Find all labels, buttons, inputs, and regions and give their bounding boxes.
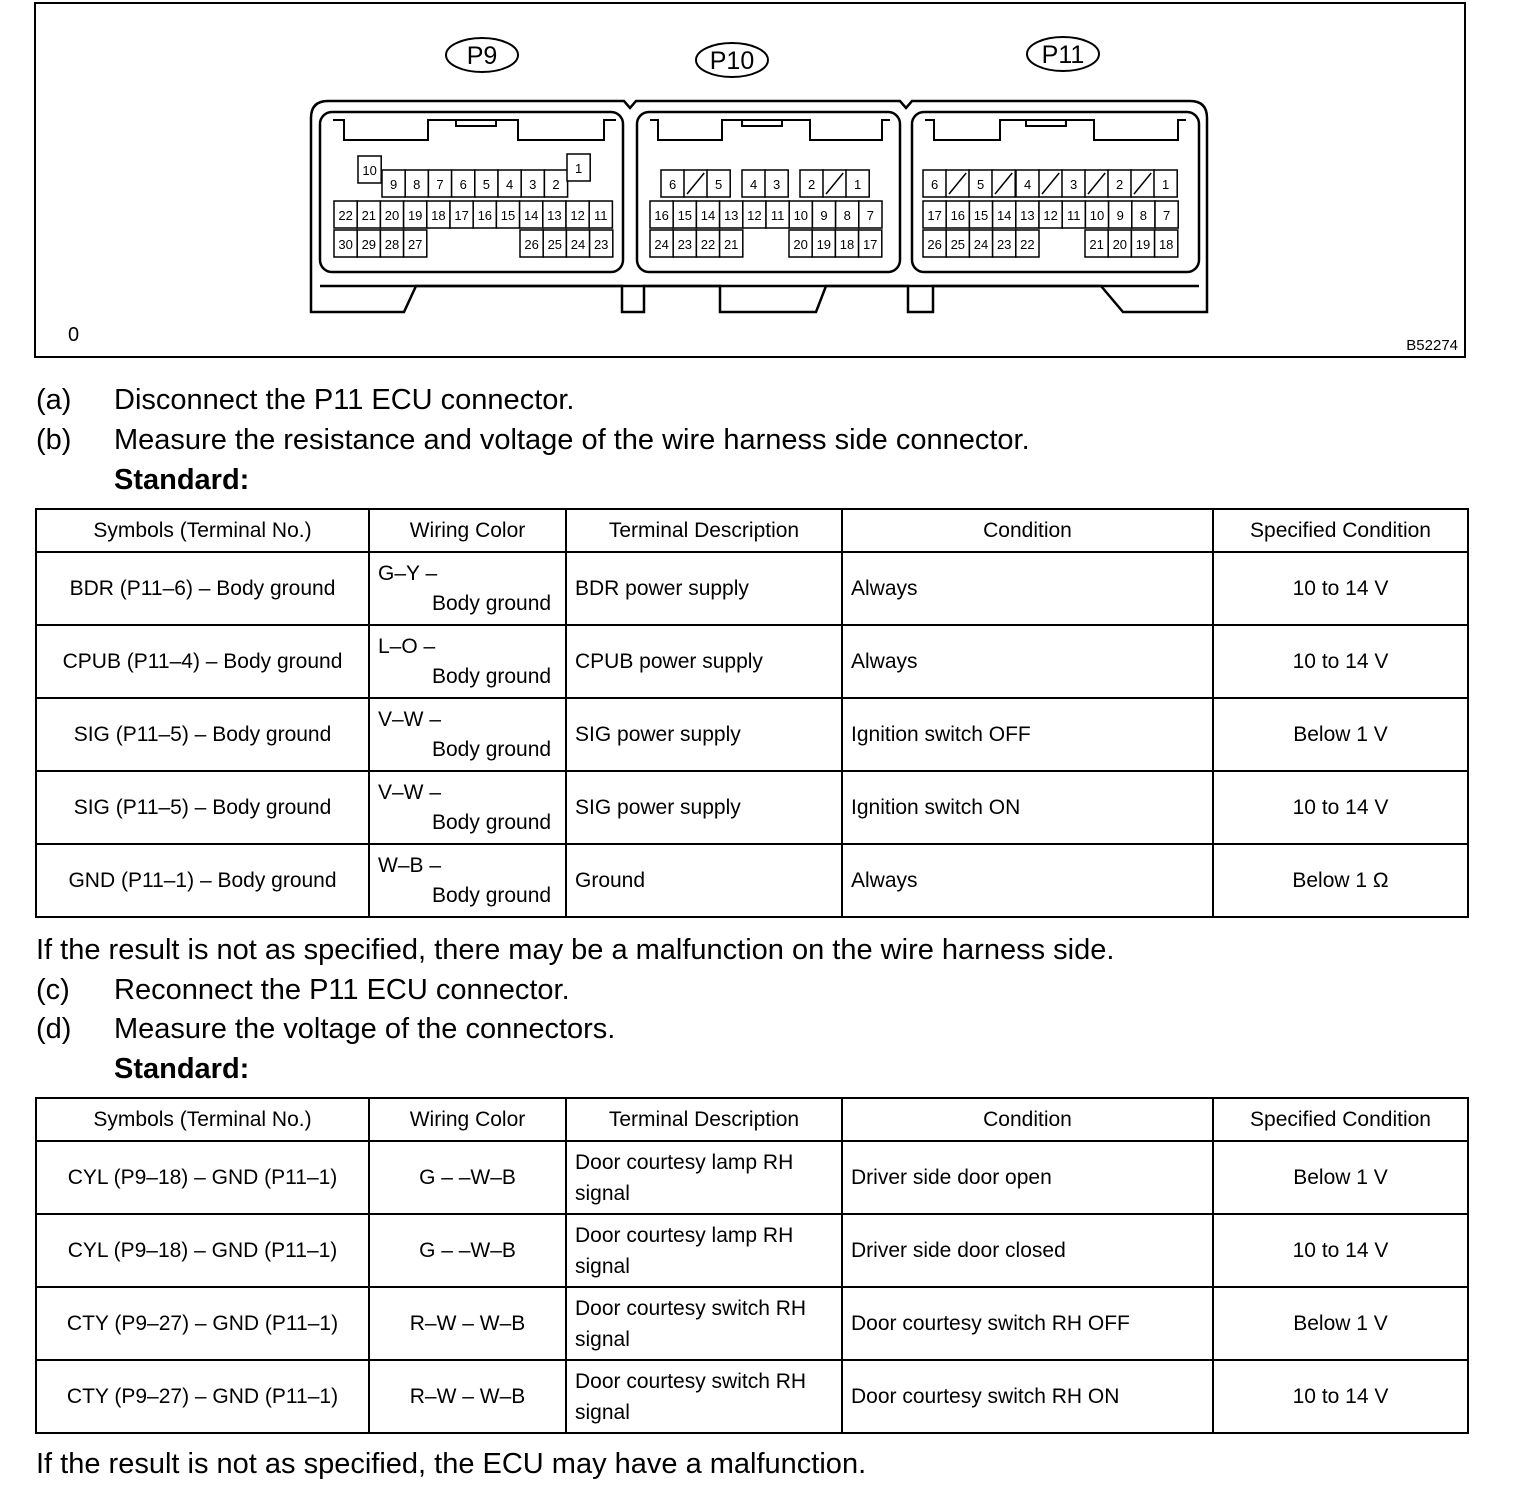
pin-number: 18 bbox=[839, 237, 855, 252]
cell-description: BDR power supply bbox=[566, 552, 842, 625]
cell-condition: Driver side door closed bbox=[842, 1214, 1213, 1287]
step-a-label: (a) bbox=[36, 384, 72, 416]
cell-symbol: CTY (P9–27) – GND (P11–1) bbox=[36, 1360, 369, 1433]
pin-number: 19 bbox=[816, 237, 832, 252]
pin-number: 18 bbox=[431, 208, 446, 223]
pin-number: 1 bbox=[574, 161, 583, 176]
pin-grid bbox=[334, 154, 1178, 257]
pin-number: 19 bbox=[407, 208, 423, 223]
header-symbols: Symbols (Terminal No.) bbox=[36, 1098, 369, 1141]
pin-number: 8 bbox=[843, 208, 851, 223]
pin-number: 8 bbox=[1139, 208, 1148, 223]
pin-number: 25 bbox=[547, 237, 563, 252]
cell-specified: Below 1 V bbox=[1213, 1287, 1468, 1360]
wire-color-part: Body ground bbox=[432, 591, 552, 615]
pin-number: 5 bbox=[714, 177, 723, 192]
pin-number: 23 bbox=[996, 237, 1012, 252]
cell-symbol: SIG (P11–5) – Body ground bbox=[36, 698, 369, 771]
pin-number: 9 bbox=[1116, 208, 1124, 223]
pin-number: 12 bbox=[570, 208, 585, 223]
pin-number: 6 bbox=[668, 177, 677, 192]
cell-specified: Below 1 V bbox=[1213, 1141, 1468, 1214]
connector-label-p11: P11 bbox=[1041, 41, 1085, 69]
cell-wiring-color bbox=[369, 552, 566, 625]
pin-number: 1 bbox=[1161, 177, 1170, 192]
header-specified-condition: Specified Condition bbox=[1213, 1098, 1468, 1141]
pin-number: 26 bbox=[927, 237, 942, 252]
cell-description: Door courtesy lamp RH signal bbox=[566, 1141, 842, 1214]
wire-color-part: Body ground bbox=[432, 737, 552, 761]
pin-number: 28 bbox=[384, 237, 400, 252]
pin-number: 4 bbox=[749, 177, 758, 192]
header-terminal-description: Terminal Description bbox=[566, 509, 842, 552]
pin-number: 1 bbox=[853, 177, 862, 192]
header-wiring-color: Wiring Color bbox=[369, 509, 566, 552]
pin-number: 10 bbox=[1089, 208, 1105, 223]
pin-number: 19 bbox=[1135, 237, 1151, 252]
cell-specified: 10 to 14 V bbox=[1213, 771, 1468, 844]
pin-number: 9 bbox=[389, 177, 398, 192]
pin-number: 17 bbox=[454, 208, 469, 223]
cell-symbol: CYL (P9–18) – GND (P11–1) bbox=[36, 1214, 369, 1287]
pin-number: 24 bbox=[570, 237, 586, 252]
cell-condition: Always bbox=[842, 625, 1213, 698]
step-d-label: (d) bbox=[36, 1013, 72, 1045]
table-row bbox=[36, 844, 1468, 917]
pin-number: 22 bbox=[338, 208, 353, 223]
pin-number: 4 bbox=[1023, 177, 1032, 192]
pin-number: 7 bbox=[866, 208, 875, 223]
cell-description: CPUB power supply bbox=[566, 625, 842, 698]
cell-description: Ground bbox=[566, 844, 842, 917]
pin-number: 15 bbox=[973, 208, 989, 223]
cell-condition: Ignition switch ON bbox=[842, 771, 1213, 844]
pin-number: 14 bbox=[523, 208, 539, 223]
cell-specified: 10 to 14 V bbox=[1213, 552, 1468, 625]
cell-specified: 10 to 14 V bbox=[1213, 625, 1468, 698]
pin-number: 14 bbox=[700, 208, 716, 223]
table-header-row bbox=[36, 509, 1468, 552]
pin-number: 26 bbox=[524, 237, 539, 252]
table-row bbox=[36, 552, 1468, 625]
table-row bbox=[36, 1141, 1468, 1214]
pin-number: 4 bbox=[505, 177, 514, 192]
cell-wiring-color: G – –W–B bbox=[369, 1214, 566, 1287]
header-specified-condition: Specified Condition bbox=[1213, 509, 1468, 552]
standard-label-1: Standard: bbox=[114, 464, 250, 496]
pin-number: 16 bbox=[477, 208, 493, 223]
header-condition: Condition bbox=[842, 509, 1213, 552]
pin-number: 21 bbox=[1089, 237, 1104, 252]
wire-color-part: V–W – bbox=[378, 707, 442, 731]
figure-code: B52274 bbox=[1406, 337, 1458, 354]
pin-number: 21 bbox=[361, 208, 377, 223]
pin-number: 16 bbox=[950, 208, 966, 223]
wire-color-part: Body ground bbox=[432, 883, 552, 907]
pin-number: 13 bbox=[547, 208, 562, 223]
pin-number: 20 bbox=[793, 237, 808, 252]
cell-description: Door courtesy switch RH signal bbox=[566, 1287, 842, 1360]
header-wiring-color: Wiring Color bbox=[369, 1098, 566, 1141]
pin-number: 15 bbox=[677, 208, 693, 223]
pin-number: 7 bbox=[1162, 208, 1171, 223]
pin-number: 24 bbox=[973, 237, 989, 252]
wire-color-part: G–Y – bbox=[378, 561, 438, 585]
wire-color-part: Body ground bbox=[432, 664, 552, 688]
pin-number: 3 bbox=[1069, 177, 1078, 192]
pin-number: 18 bbox=[1158, 237, 1174, 252]
wire-color-part: W–B – bbox=[378, 853, 442, 877]
cell-wiring-color bbox=[369, 771, 566, 844]
cell-wiring-color bbox=[369, 698, 566, 771]
cell-symbol: CYL (P9–18) – GND (P11–1) bbox=[36, 1141, 369, 1214]
pin-number: 23 bbox=[677, 237, 693, 252]
pin-number: 5 bbox=[482, 177, 491, 192]
pin-number: 3 bbox=[529, 177, 537, 192]
pin-number: 2 bbox=[1115, 177, 1124, 192]
pin-number: 6 bbox=[459, 177, 467, 192]
cell-condition: Driver side door open bbox=[842, 1141, 1213, 1214]
wire-color-part: Body ground bbox=[432, 810, 552, 834]
step-a-text: Disconnect the P11 ECU connector. bbox=[114, 384, 575, 416]
pin-number: 17 bbox=[862, 237, 878, 252]
table-row bbox=[36, 625, 1468, 698]
standard-table-1 bbox=[35, 508, 1469, 918]
cell-symbol: CPUB (P11–4) – Body ground bbox=[36, 625, 369, 698]
pin-number: 8 bbox=[413, 177, 421, 192]
cell-condition: Ignition switch OFF bbox=[842, 698, 1213, 771]
table-header-row bbox=[36, 1098, 1468, 1141]
pin-number: 27 bbox=[407, 237, 423, 252]
cell-condition: Always bbox=[842, 552, 1213, 625]
table-row bbox=[36, 1360, 1468, 1433]
pin-number: 20 bbox=[1112, 237, 1128, 252]
pin-number: 24 bbox=[654, 237, 669, 252]
corner-mark: 0 bbox=[68, 324, 80, 346]
cell-symbol: CTY (P9–27) – GND (P11–1) bbox=[36, 1287, 369, 1360]
cell-condition: Door courtesy switch RH ON bbox=[842, 1360, 1213, 1433]
table-row bbox=[36, 1214, 1468, 1287]
cell-condition: Always bbox=[842, 844, 1213, 917]
cell-specified: Below 1 V bbox=[1213, 698, 1468, 771]
pin-number: 6 bbox=[930, 177, 939, 192]
header-symbols: Symbols (Terminal No.) bbox=[36, 509, 369, 552]
pin-number: 22 bbox=[1020, 237, 1035, 252]
cell-wiring-color: G – –W–B bbox=[369, 1141, 566, 1214]
connector-label-p9: P9 bbox=[466, 42, 498, 70]
connector-label-p10: P10 bbox=[709, 47, 755, 75]
pin-number: 23 bbox=[593, 237, 609, 252]
pin-number: 5 bbox=[976, 177, 985, 192]
header-condition: Condition bbox=[842, 1098, 1213, 1141]
cell-wiring-color bbox=[369, 844, 566, 917]
wire-color-part: V–W – bbox=[378, 780, 442, 804]
cell-specified: Below 1 Ω bbox=[1213, 844, 1468, 917]
step-d-text: Measure the voltage of the connectors. bbox=[114, 1013, 616, 1045]
cell-description: SIG power supply bbox=[566, 771, 842, 844]
pin-number: 11 bbox=[770, 208, 785, 223]
pin-number: 10 bbox=[793, 208, 809, 223]
note-wire-harness: If the result is not as specified, there may be a malfunction on the wire harness side. bbox=[36, 934, 1115, 966]
cell-symbol: SIG (P11–5) – Body ground bbox=[36, 771, 369, 844]
header-terminal-description: Terminal Description bbox=[566, 1098, 842, 1141]
pin-number: 29 bbox=[361, 237, 377, 252]
step-c-label: (c) bbox=[36, 974, 70, 1006]
cell-specified: 10 to 14 V bbox=[1213, 1214, 1468, 1287]
step-b-text: Measure the resistance and voltage of the wire harness side connector. bbox=[114, 424, 1030, 456]
cell-description: Door courtesy lamp RH signal bbox=[566, 1214, 842, 1287]
pin-number: 2 bbox=[807, 177, 816, 192]
table-row bbox=[36, 1287, 1468, 1360]
table-row bbox=[36, 771, 1468, 844]
pin-number: 3 bbox=[772, 177, 781, 192]
wire-color-part: L–O – bbox=[378, 634, 436, 658]
pin-number: 10 bbox=[362, 163, 377, 178]
pin-number: 22 bbox=[700, 237, 716, 252]
table-row bbox=[36, 698, 1468, 771]
pin-number: 13 bbox=[1020, 208, 1035, 223]
pin-number: 7 bbox=[436, 177, 444, 192]
pin-number: 2 bbox=[552, 177, 560, 192]
cell-wiring-color bbox=[369, 625, 566, 698]
cell-description: Door courtesy switch RH signal bbox=[566, 1360, 842, 1433]
cell-description: SIG power supply bbox=[566, 698, 842, 771]
pin-number: 17 bbox=[927, 208, 942, 223]
step-b-label: (b) bbox=[36, 424, 72, 456]
standard-table-2 bbox=[35, 1097, 1469, 1434]
pin-number: 30 bbox=[338, 237, 353, 252]
pin-number: 16 bbox=[654, 208, 669, 223]
note-ecu: If the result is not as specified, the ECU may have a malfunction. bbox=[36, 1448, 867, 1480]
cell-wiring-color: R–W – W–B bbox=[369, 1360, 566, 1433]
cell-wiring-color: R–W – W–B bbox=[369, 1287, 566, 1360]
pin-number: 13 bbox=[723, 208, 739, 223]
standard-label-2: Standard: bbox=[114, 1053, 250, 1085]
pin-number: 9 bbox=[820, 208, 828, 223]
pin-number: 12 bbox=[1043, 208, 1058, 223]
pin-number: 12 bbox=[747, 208, 762, 223]
pin-number: 15 bbox=[500, 208, 516, 223]
cell-condition: Door courtesy switch RH OFF bbox=[842, 1287, 1213, 1360]
pin-number: 11 bbox=[594, 208, 608, 223]
cell-specified: 10 to 14 V bbox=[1213, 1360, 1468, 1433]
connector-diagram bbox=[34, 2, 1466, 358]
pin-number: 20 bbox=[384, 208, 400, 223]
pin-number: 25 bbox=[950, 237, 966, 252]
ecu-connector-drawing bbox=[36, 4, 1464, 356]
step-c-text: Reconnect the P11 ECU connector. bbox=[114, 974, 570, 1006]
pin-number: 11 bbox=[1067, 208, 1081, 223]
pin-number: 14 bbox=[996, 208, 1012, 223]
cell-symbol: BDR (P11–6) – Body ground bbox=[36, 552, 369, 625]
pin-number: 21 bbox=[723, 237, 739, 252]
cell-symbol: GND (P11–1) – Body ground bbox=[36, 844, 369, 917]
